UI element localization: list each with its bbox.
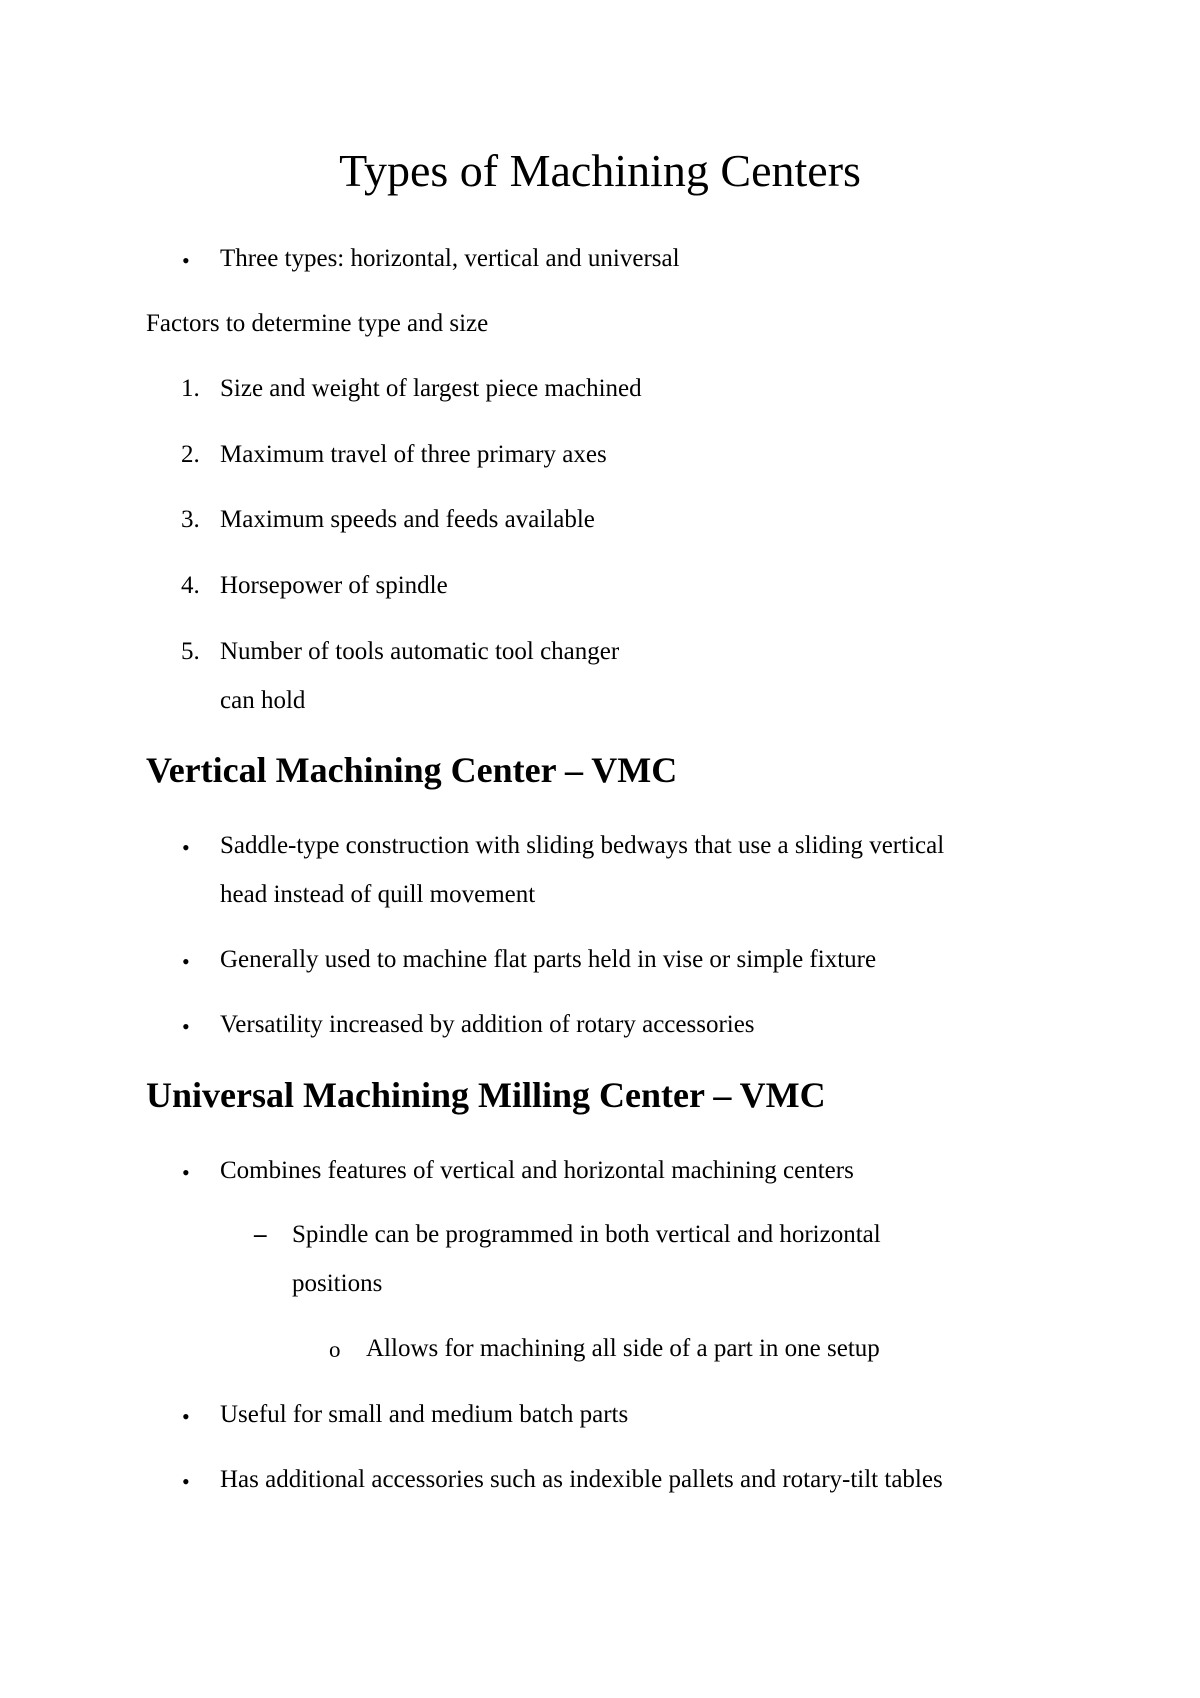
vmc-bullet: Generally used to machine flat parts held in vise or simple fixture <box>220 946 877 973</box>
universal-bullet: Combines features of vertical and horizontal machining centers <box>220 1157 854 1184</box>
bullet-marker: • <box>182 949 190 974</box>
list-number: 2. <box>181 441 200 468</box>
page-title: Types of Machining Centers <box>339 145 861 196</box>
factor-item: Size and weight of largest piece machined <box>220 375 642 402</box>
list-number: 5. <box>181 638 200 665</box>
list-number: 1. <box>181 375 200 402</box>
list-number: 3. <box>181 506 200 533</box>
list-number: 4. <box>181 572 200 599</box>
universal-bullet: Useful for small and medium batch parts <box>220 1401 629 1428</box>
universal-sub-bullet: Spindle can be programmed in both vertical and horizontal <box>292 1221 881 1248</box>
factor-item: Horsepower of spindle <box>220 572 448 599</box>
universal-subsub-bullet: Allows for machining all side of a part in one setup <box>366 1335 880 1362</box>
universal-bullet: Has additional accessories such as indexible pallets and rotary-tilt tables <box>220 1466 943 1493</box>
bullet-marker: • <box>182 1014 190 1039</box>
vmc-bullet: Versatility increased by addition of rotary accessories <box>220 1011 755 1038</box>
section-heading-vmc: Vertical Machining Center – VMC <box>146 750 678 790</box>
intro-bullet-text: Three types: horizontal, vertical and universal <box>220 245 680 272</box>
factor-item: Maximum speeds and feeds available <box>220 506 595 533</box>
bullet-marker: • <box>182 248 190 273</box>
universal-sub-bullet-continuation: positions <box>292 1270 383 1297</box>
factor-item: Number of tools automatic tool changer <box>220 638 620 665</box>
factor-item: Maximum travel of three primary axes <box>220 441 607 468</box>
circle-marker: o <box>329 1337 341 1362</box>
factor-item-continuation: can hold <box>220 687 306 714</box>
vmc-bullet-continuation: head instead of quill movement <box>220 881 536 908</box>
bullet-marker: • <box>182 1404 190 1429</box>
section-heading-universal: Universal Machining Milling Center – VMC <box>146 1075 826 1115</box>
factors-heading: Factors to determine type and size <box>146 310 489 337</box>
vmc-bullet: Saddle-type construction with sliding bedways that use a sliding vertical <box>220 832 945 859</box>
dash-marker: – <box>254 1221 267 1248</box>
bullet-marker: • <box>182 1469 190 1494</box>
bullet-marker: • <box>182 1160 190 1185</box>
bullet-marker: • <box>182 835 190 860</box>
